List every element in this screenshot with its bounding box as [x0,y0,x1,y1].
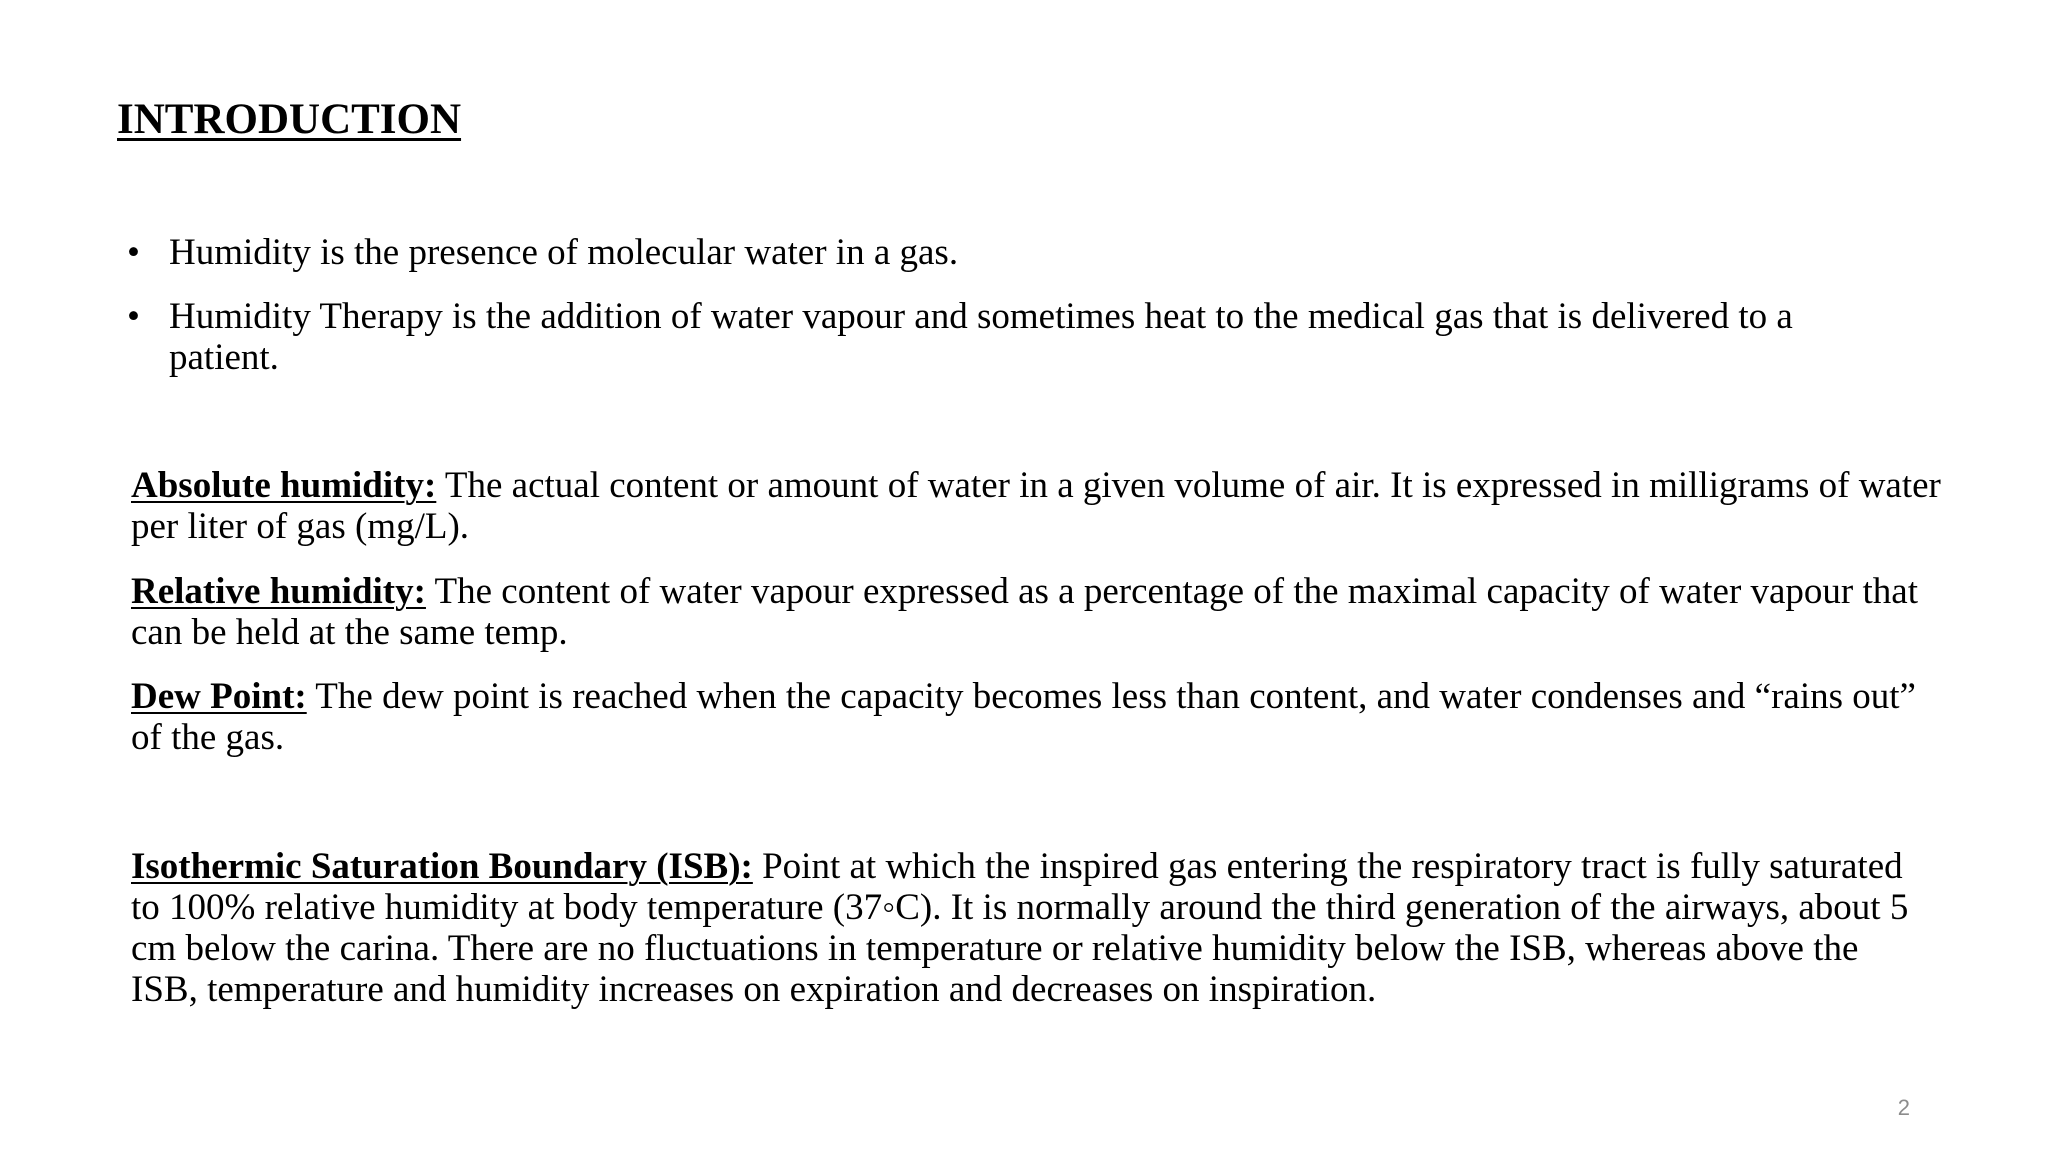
definition-text: The actual content or amount of water in a given volume of air. It is expressed in milligrams of water per liter of gas (mg/L). [131,465,1941,547]
bullet-item-humidity-therapy [127,296,1887,378]
definition-term: Relative humidity: [131,571,426,612]
definition-term: Isothermic Saturation Boundary (ISB): [131,846,753,887]
bullet-text: Humidity Therapy is the addition of water vapour and sometimes heat to the medical gas that is delivered to a patient. [169,296,1793,378]
definition-dew-point [131,676,1951,758]
definition-isb [131,846,1931,1010]
definition-text: Point at which the inspired gas entering the respiratory tract is fully saturated to 100% relative humidity at body temperature (37◦C). It is normally around the third generation of the airways, about 5 cm below the carina. There are no fluctuations in temperature or relative humidity below the ISB, whereas above the ISB, temperature and humidity increases on expiration and decreases on inspiration. [131,846,1909,1010]
bullet-item-humidity [127,232,1887,273]
definition-term: Dew Point: [131,676,307,717]
page-number: 2 [1897,1095,1910,1120]
definition-absolute-humidity [131,465,1951,547]
definition-text: The dew point is reached when the capacity becomes less than content, and water condenses and “rains out” of the gas. [131,676,1916,758]
slide-title: INTRODUCTION [117,96,462,143]
bullet-marker: • [127,232,140,273]
bullet-text: Humidity is the presence of molecular water in a gas. [169,232,959,273]
bullet-list [127,232,1887,401]
definition-term: Absolute humidity: [131,465,437,506]
bullet-marker: • [127,296,140,337]
definition-text: The content of water vapour expressed as a percentage of the maximal capacity of water vapour that can be held at the same temp. [131,571,1918,653]
definition-relative-humidity [131,571,1951,653]
